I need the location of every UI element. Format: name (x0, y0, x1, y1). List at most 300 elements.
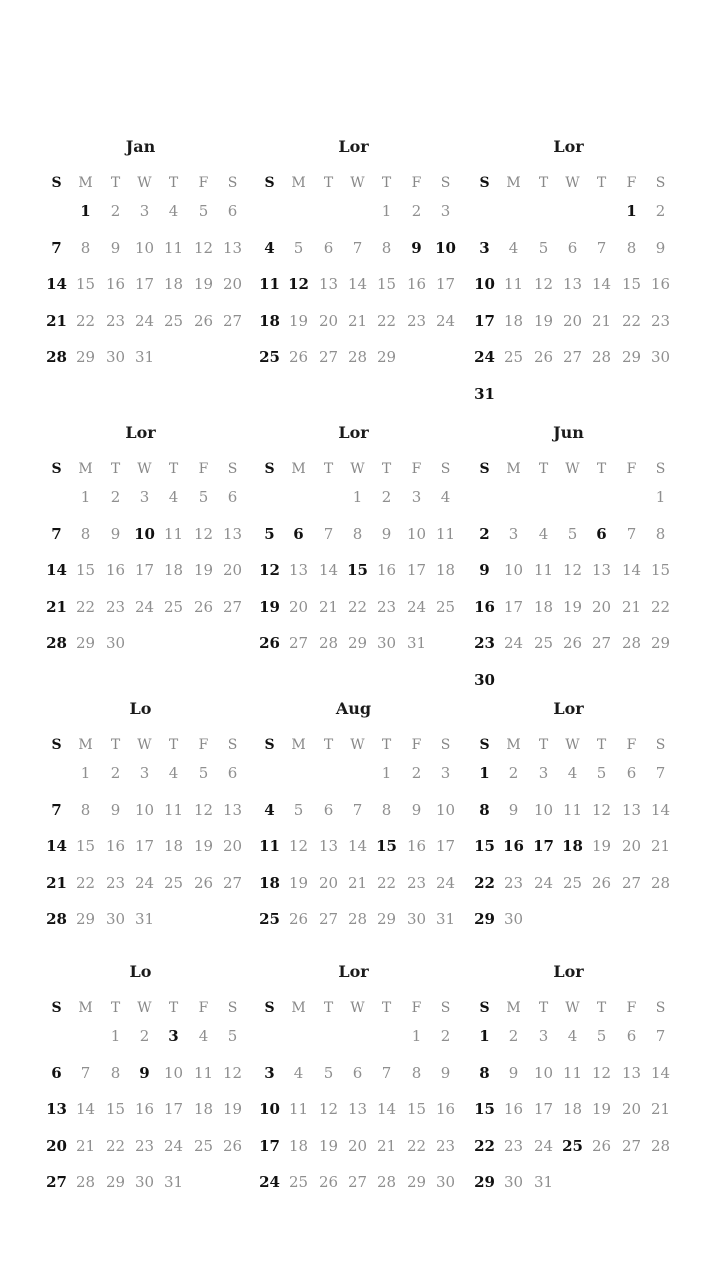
day-cell[interactable]: 28 (621, 634, 642, 652)
day-cell[interactable]: 2 (508, 764, 519, 782)
day-cell[interactable]: 15 (347, 561, 368, 579)
day-cell[interactable]: 9 (381, 525, 392, 543)
day-cell[interactable]: 25 (259, 910, 280, 928)
day-cell[interactable]: 12 (222, 1064, 243, 1082)
day-cell[interactable]: 3 (440, 764, 451, 782)
day-cell[interactable]: 26 (259, 634, 280, 652)
day-cell[interactable]: 10 (134, 801, 155, 819)
day-cell[interactable]: 5 (538, 239, 549, 257)
day-cell[interactable]: 26 (222, 1137, 243, 1155)
day-cell[interactable]: 2 (381, 488, 392, 506)
day-cell[interactable]: 6 (567, 239, 578, 257)
day-cell[interactable]: 24 (134, 312, 155, 330)
day-cell[interactable]: 21 (46, 598, 67, 616)
day-cell[interactable]: 8 (80, 525, 91, 543)
day-cell[interactable]: 9 (411, 801, 422, 819)
day-cell[interactable]: 3 (538, 1027, 549, 1045)
day-cell[interactable]: 28 (347, 910, 368, 928)
day-cell[interactable]: 27 (46, 1173, 67, 1191)
day-cell[interactable]: 30 (435, 1173, 456, 1191)
day-cell[interactable]: 20 (562, 312, 583, 330)
day-cell[interactable]: 24 (134, 598, 155, 616)
day-cell[interactable]: 2 (110, 488, 121, 506)
day-cell[interactable]: 28 (376, 1173, 397, 1191)
day-cell[interactable]: 29 (105, 1173, 126, 1191)
day-cell[interactable]: 8 (381, 239, 392, 257)
day-cell[interactable]: 21 (347, 312, 368, 330)
day-cell[interactable]: 9 (110, 801, 121, 819)
day-cell[interactable]: 22 (621, 312, 642, 330)
day-cell[interactable]: 10 (134, 239, 155, 257)
day-cell[interactable]: 3 (264, 1064, 275, 1082)
day-cell[interactable]: 25 (163, 312, 184, 330)
day-cell[interactable]: 9 (139, 1064, 150, 1082)
day-cell[interactable]: 21 (376, 1137, 397, 1155)
day-cell[interactable]: 21 (591, 312, 612, 330)
day-cell[interactable]: 15 (406, 1100, 427, 1118)
day-cell[interactable]: 23 (376, 598, 397, 616)
day-cell[interactable]: 11 (562, 801, 583, 819)
day-cell[interactable]: 28 (318, 634, 339, 652)
day-cell[interactable]: 6 (352, 1064, 363, 1082)
day-cell[interactable]: 4 (567, 1027, 578, 1045)
day-cell[interactable]: 1 (479, 1027, 490, 1045)
day-cell[interactable]: 11 (503, 275, 524, 293)
day-cell[interactable]: 13 (591, 561, 612, 579)
day-cell[interactable]: 8 (80, 239, 91, 257)
day-cell[interactable]: 27 (222, 598, 243, 616)
month-title[interactable]: Lor (553, 699, 584, 718)
day-cell[interactable]: 19 (222, 1100, 243, 1118)
day-cell[interactable]: 29 (75, 910, 96, 928)
day-cell[interactable]: 25 (503, 348, 524, 366)
day-cell[interactable]: 13 (288, 561, 309, 579)
day-cell[interactable]: 1 (411, 1027, 422, 1045)
day-cell[interactable]: 15 (376, 837, 397, 855)
day-cell[interactable]: 7 (51, 525, 62, 543)
day-cell[interactable]: 1 (80, 202, 91, 220)
day-cell[interactable]: 3 (411, 488, 422, 506)
day-cell[interactable]: 8 (80, 801, 91, 819)
day-cell[interactable]: 24 (435, 312, 456, 330)
day-cell[interactable]: 29 (406, 1173, 427, 1191)
day-cell[interactable]: 17 (163, 1100, 184, 1118)
day-cell[interactable]: 23 (105, 598, 126, 616)
day-cell[interactable]: 18 (259, 874, 280, 892)
day-cell[interactable]: 25 (163, 874, 184, 892)
day-cell[interactable]: 6 (227, 202, 238, 220)
month-title[interactable]: Lor (338, 962, 369, 981)
day-cell[interactable]: 8 (411, 1064, 422, 1082)
day-cell[interactable]: 9 (110, 239, 121, 257)
day-cell[interactable]: 1 (479, 764, 490, 782)
day-cell[interactable]: 27 (621, 1137, 642, 1155)
day-cell[interactable]: 16 (134, 1100, 155, 1118)
day-cell[interactable]: 29 (621, 348, 642, 366)
day-cell[interactable]: 25 (259, 348, 280, 366)
day-cell[interactable]: 12 (193, 801, 214, 819)
day-cell[interactable]: 23 (105, 312, 126, 330)
day-cell[interactable]: 18 (193, 1100, 214, 1118)
day-cell[interactable]: 17 (134, 275, 155, 293)
day-cell[interactable]: 15 (650, 561, 671, 579)
day-cell[interactable]: 19 (533, 312, 554, 330)
day-cell[interactable]: 26 (288, 910, 309, 928)
day-cell[interactable]: 29 (75, 348, 96, 366)
day-cell[interactable]: 22 (105, 1137, 126, 1155)
month-title[interactable]: Lor (553, 962, 584, 981)
day-cell[interactable]: 2 (110, 764, 121, 782)
day-cell[interactable]: 4 (538, 525, 549, 543)
day-cell[interactable]: 6 (323, 239, 334, 257)
day-cell[interactable]: 22 (75, 312, 96, 330)
day-cell[interactable]: 3 (440, 202, 451, 220)
day-cell[interactable]: 15 (474, 837, 495, 855)
day-cell[interactable]: 19 (288, 874, 309, 892)
day-cell[interactable]: 12 (193, 525, 214, 543)
day-cell[interactable]: 7 (352, 801, 363, 819)
day-cell[interactable]: 21 (650, 1100, 671, 1118)
day-cell[interactable]: 15 (75, 561, 96, 579)
day-cell[interactable]: 10 (435, 801, 456, 819)
day-cell[interactable]: 1 (80, 764, 91, 782)
month-title[interactable]: Lor (125, 423, 156, 442)
day-cell[interactable]: 24 (134, 874, 155, 892)
day-cell[interactable]: 30 (105, 348, 126, 366)
day-cell[interactable]: 17 (259, 1137, 280, 1155)
day-cell[interactable]: 5 (567, 525, 578, 543)
day-cell[interactable]: 31 (163, 1173, 184, 1191)
day-cell[interactable]: 25 (562, 874, 583, 892)
day-cell[interactable]: 24 (406, 598, 427, 616)
day-cell[interactable]: 28 (650, 1137, 671, 1155)
month-title[interactable]: Jan (125, 137, 156, 156)
day-cell[interactable]: 3 (479, 239, 490, 257)
day-cell[interactable]: 14 (46, 275, 67, 293)
day-cell[interactable]: 17 (474, 312, 495, 330)
day-cell[interactable]: 12 (259, 561, 280, 579)
day-cell[interactable]: 9 (110, 525, 121, 543)
day-cell[interactable]: 26 (591, 874, 612, 892)
day-cell[interactable]: 10 (533, 1064, 554, 1082)
day-cell[interactable]: 17 (533, 1100, 554, 1118)
day-cell[interactable]: 13 (318, 275, 339, 293)
day-cell[interactable]: 2 (440, 1027, 451, 1045)
day-cell[interactable]: 14 (46, 561, 67, 579)
day-cell[interactable]: 20 (347, 1137, 368, 1155)
day-cell[interactable]: 4 (440, 488, 451, 506)
day-cell[interactable]: 16 (105, 837, 126, 855)
day-cell[interactable]: 16 (406, 275, 427, 293)
day-cell[interactable]: 8 (655, 525, 666, 543)
day-cell[interactable]: 5 (596, 764, 607, 782)
day-cell[interactable]: 14 (75, 1100, 96, 1118)
day-cell[interactable]: 5 (293, 239, 304, 257)
day-cell[interactable]: 19 (591, 837, 612, 855)
day-cell[interactable]: 27 (222, 874, 243, 892)
day-cell[interactable]: 18 (288, 1137, 309, 1155)
day-cell[interactable]: 10 (134, 525, 155, 543)
day-cell[interactable]: 5 (264, 525, 275, 543)
day-cell[interactable]: 20 (46, 1137, 67, 1155)
day-cell[interactable]: 8 (479, 801, 490, 819)
day-cell[interactable]: 1 (381, 764, 392, 782)
day-cell[interactable]: 20 (222, 275, 243, 293)
day-cell[interactable]: 22 (376, 312, 397, 330)
day-cell[interactable]: 26 (533, 348, 554, 366)
day-cell[interactable]: 30 (376, 634, 397, 652)
day-cell[interactable]: 23 (503, 874, 524, 892)
day-cell[interactable]: 4 (264, 239, 275, 257)
day-cell[interactable]: 18 (163, 561, 184, 579)
day-cell[interactable]: 14 (347, 275, 368, 293)
day-cell[interactable]: 25 (533, 634, 554, 652)
day-cell[interactable]: 31 (533, 1173, 554, 1191)
day-cell[interactable]: 22 (347, 598, 368, 616)
day-cell[interactable]: 1 (352, 488, 363, 506)
day-cell[interactable]: 26 (193, 598, 214, 616)
day-cell[interactable]: 13 (621, 1064, 642, 1082)
day-cell[interactable]: 20 (288, 598, 309, 616)
day-cell[interactable]: 31 (406, 634, 427, 652)
day-cell[interactable]: 14 (318, 561, 339, 579)
day-cell[interactable]: 29 (650, 634, 671, 652)
day-cell[interactable]: 21 (75, 1137, 96, 1155)
day-cell[interactable]: 13 (46, 1100, 67, 1118)
day-cell[interactable]: 29 (474, 910, 495, 928)
day-cell[interactable]: 4 (168, 488, 179, 506)
day-cell[interactable]: 9 (508, 1064, 519, 1082)
day-cell[interactable]: 24 (533, 874, 554, 892)
day-cell[interactable]: 26 (193, 874, 214, 892)
day-cell[interactable]: 12 (288, 837, 309, 855)
day-cell[interactable]: 20 (621, 837, 642, 855)
day-cell[interactable]: 11 (288, 1100, 309, 1118)
day-cell[interactable]: 23 (650, 312, 671, 330)
day-cell[interactable]: 17 (406, 561, 427, 579)
day-cell[interactable]: 19 (318, 1137, 339, 1155)
day-cell[interactable]: 23 (503, 1137, 524, 1155)
day-cell[interactable]: 19 (193, 275, 214, 293)
day-cell[interactable]: 13 (347, 1100, 368, 1118)
day-cell[interactable]: 1 (110, 1027, 121, 1045)
day-cell[interactable]: 11 (533, 561, 554, 579)
day-cell[interactable]: 29 (347, 634, 368, 652)
day-cell[interactable]: 27 (562, 348, 583, 366)
month-title[interactable]: Lor (338, 137, 369, 156)
day-cell[interactable]: 14 (591, 275, 612, 293)
day-cell[interactable]: 7 (655, 1027, 666, 1045)
day-cell[interactable]: 3 (508, 525, 519, 543)
day-cell[interactable]: 6 (293, 525, 304, 543)
day-cell[interactable]: 16 (105, 275, 126, 293)
day-cell[interactable]: 22 (406, 1137, 427, 1155)
day-cell[interactable]: 16 (474, 598, 495, 616)
day-cell[interactable]: 20 (222, 561, 243, 579)
day-cell[interactable]: 27 (347, 1173, 368, 1191)
day-cell[interactable]: 6 (626, 764, 637, 782)
day-cell[interactable]: 18 (533, 598, 554, 616)
day-cell[interactable]: 23 (406, 312, 427, 330)
day-cell[interactable]: 15 (376, 275, 397, 293)
day-cell[interactable]: 25 (193, 1137, 214, 1155)
day-cell[interactable]: 27 (288, 634, 309, 652)
day-cell[interactable]: 19 (259, 598, 280, 616)
day-cell[interactable]: 2 (411, 202, 422, 220)
day-cell[interactable]: 1 (381, 202, 392, 220)
day-cell[interactable]: 13 (222, 525, 243, 543)
day-cell[interactable]: 7 (51, 239, 62, 257)
day-cell[interactable]: 18 (163, 275, 184, 293)
day-cell[interactable]: 12 (562, 561, 583, 579)
day-cell[interactable]: 29 (376, 348, 397, 366)
day-cell[interactable]: 31 (134, 348, 155, 366)
day-cell[interactable]: 6 (626, 1027, 637, 1045)
day-cell[interactable]: 28 (650, 874, 671, 892)
day-cell[interactable]: 5 (596, 1027, 607, 1045)
day-cell[interactable]: 22 (474, 874, 495, 892)
day-cell[interactable]: 14 (376, 1100, 397, 1118)
day-cell[interactable]: 20 (318, 312, 339, 330)
day-cell[interactable]: 12 (533, 275, 554, 293)
day-cell[interactable]: 19 (288, 312, 309, 330)
day-cell[interactable]: 7 (323, 525, 334, 543)
day-cell[interactable]: 11 (259, 275, 280, 293)
day-cell[interactable]: 2 (110, 202, 121, 220)
day-cell[interactable]: 23 (474, 634, 495, 652)
day-cell[interactable]: 17 (435, 837, 456, 855)
day-cell[interactable]: 28 (46, 634, 67, 652)
day-cell[interactable]: 25 (562, 1137, 583, 1155)
day-cell[interactable]: 26 (288, 348, 309, 366)
day-cell[interactable]: 5 (198, 764, 209, 782)
day-cell[interactable]: 6 (51, 1064, 62, 1082)
day-cell[interactable]: 2 (479, 525, 490, 543)
day-cell[interactable]: 13 (562, 275, 583, 293)
day-cell[interactable]: 11 (193, 1064, 214, 1082)
day-cell[interactable]: 18 (163, 837, 184, 855)
day-cell[interactable]: 4 (198, 1027, 209, 1045)
day-cell[interactable]: 2 (139, 1027, 150, 1045)
day-cell[interactable]: 27 (591, 634, 612, 652)
day-cell[interactable]: 16 (376, 561, 397, 579)
day-cell[interactable]: 5 (323, 1064, 334, 1082)
day-cell[interactable]: 8 (110, 1064, 121, 1082)
day-cell[interactable]: 13 (222, 801, 243, 819)
day-cell[interactable]: 26 (591, 1137, 612, 1155)
day-cell[interactable]: 21 (650, 837, 671, 855)
day-cell[interactable]: 31 (134, 910, 155, 928)
day-cell[interactable]: 11 (163, 801, 184, 819)
day-cell[interactable]: 10 (435, 239, 456, 257)
day-cell[interactable]: 4 (264, 801, 275, 819)
day-cell[interactable]: 15 (75, 275, 96, 293)
day-cell[interactable]: 18 (562, 1100, 583, 1118)
day-cell[interactable]: 3 (538, 764, 549, 782)
day-cell[interactable]: 30 (503, 1173, 524, 1191)
day-cell[interactable]: 12 (591, 1064, 612, 1082)
day-cell[interactable]: 15 (75, 837, 96, 855)
day-cell[interactable]: 7 (51, 801, 62, 819)
day-cell[interactable]: 24 (259, 1173, 280, 1191)
day-cell[interactable]: 19 (193, 837, 214, 855)
day-cell[interactable]: 7 (80, 1064, 91, 1082)
day-cell[interactable]: 21 (347, 874, 368, 892)
day-cell[interactable]: 27 (318, 910, 339, 928)
day-cell[interactable]: 21 (318, 598, 339, 616)
day-cell[interactable]: 1 (655, 488, 666, 506)
day-cell[interactable]: 14 (347, 837, 368, 855)
day-cell[interactable]: 21 (621, 598, 642, 616)
day-cell[interactable]: 4 (168, 764, 179, 782)
day-cell[interactable]: 12 (591, 801, 612, 819)
day-cell[interactable]: 22 (376, 874, 397, 892)
day-cell[interactable]: 18 (259, 312, 280, 330)
day-cell[interactable]: 2 (411, 764, 422, 782)
day-cell[interactable]: 16 (406, 837, 427, 855)
day-cell[interactable]: 1 (626, 202, 637, 220)
day-cell[interactable]: 7 (596, 239, 607, 257)
day-cell[interactable]: 8 (479, 1064, 490, 1082)
day-cell[interactable]: 22 (75, 598, 96, 616)
day-cell[interactable]: 4 (293, 1064, 304, 1082)
day-cell[interactable]: 27 (621, 874, 642, 892)
day-cell[interactable]: 21 (46, 874, 67, 892)
day-cell[interactable]: 30 (105, 910, 126, 928)
day-cell[interactable]: 28 (591, 348, 612, 366)
day-cell[interactable]: 7 (381, 1064, 392, 1082)
month-title[interactable]: Lor (553, 137, 584, 156)
day-cell[interactable]: 4 (168, 202, 179, 220)
day-cell[interactable]: 3 (139, 488, 150, 506)
day-cell[interactable]: 6 (596, 525, 607, 543)
day-cell[interactable]: 22 (75, 874, 96, 892)
day-cell[interactable]: 16 (105, 561, 126, 579)
day-cell[interactable]: 20 (591, 598, 612, 616)
day-cell[interactable]: 10 (406, 525, 427, 543)
day-cell[interactable]: 27 (222, 312, 243, 330)
day-cell[interactable]: 3 (139, 202, 150, 220)
day-cell[interactable]: 13 (222, 239, 243, 257)
day-cell[interactable]: 30 (650, 348, 671, 366)
day-cell[interactable]: 9 (655, 239, 666, 257)
day-cell[interactable]: 23 (435, 1137, 456, 1155)
day-cell[interactable]: 23 (134, 1137, 155, 1155)
day-cell[interactable]: 8 (352, 525, 363, 543)
month-title[interactable]: Lor (338, 423, 369, 442)
day-cell[interactable]: 26 (318, 1173, 339, 1191)
day-cell[interactable]: 26 (562, 634, 583, 652)
day-cell[interactable]: 22 (650, 598, 671, 616)
day-cell[interactable]: 8 (626, 239, 637, 257)
day-cell[interactable]: 14 (621, 561, 642, 579)
month-title[interactable]: Lo (129, 699, 152, 718)
day-cell[interactable]: 14 (46, 837, 67, 855)
day-cell[interactable]: 5 (198, 202, 209, 220)
day-cell[interactable]: 10 (259, 1100, 280, 1118)
day-cell[interactable]: 18 (435, 561, 456, 579)
month-title[interactable]: Jun (553, 423, 584, 442)
day-cell[interactable]: 2 (508, 1027, 519, 1045)
day-cell[interactable]: 13 (318, 837, 339, 855)
day-cell[interactable]: 15 (474, 1100, 495, 1118)
day-cell[interactable]: 12 (193, 239, 214, 257)
day-cell[interactable]: 4 (567, 764, 578, 782)
day-cell[interactable]: 16 (503, 1100, 524, 1118)
day-cell[interactable]: 24 (474, 348, 495, 366)
day-cell[interactable]: 29 (474, 1173, 495, 1191)
day-cell[interactable]: 30 (134, 1173, 155, 1191)
